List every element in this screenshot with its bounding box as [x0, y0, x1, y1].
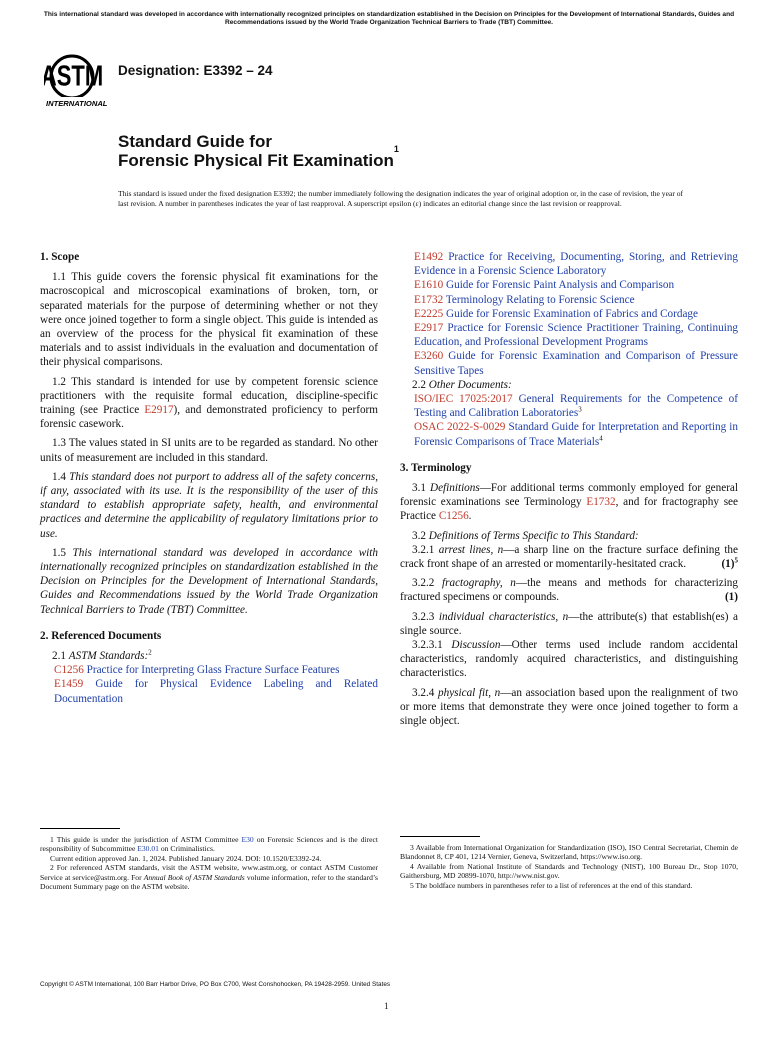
document-title	[118, 132, 399, 170]
footnote-3: 3 Available from International Organization for Standardization (ISO), ISO Central Secretariat, Chemin de Blandonnet 8, CP 401, 1214 Vernier, Geneva, Switzerland, https://www.iso.org.	[400, 843, 738, 862]
link-e30-01[interactable]: E30.01	[137, 844, 159, 854]
title-line-1: Standard Guide for	[118, 132, 272, 151]
svg-text:INTERNATIONAL: INTERNATIONAL	[46, 99, 108, 108]
section-heading-referenced-documents: 2. Referenced Documents	[40, 629, 162, 642]
right-column	[400, 250, 738, 728]
ref-item-osac-2022[interactable]: OSAC 2022-S-0029 Standard Guide for Interpretation and Reporting in Forensic Comparisons of Trace Materials$^4$	[414, 421, 739, 448]
paragraph-1-1: 1.1 This guide covers the forensic physical fit examinations for the macroscopical and microscopical examinations of broken, torn, or separated materials for the purpose of determining whether or not they were once joined together to form a single object. This guide is intended as an overview of the process for the physical fit examination of these materials and to assist individuals in the evaluation and documentation of their physical comparisons.	[40, 271, 378, 369]
ref-item-iso-iec-17025[interactable]: ISO/IEC 17025:2017 General Requirements for the Competence of Testing and Calibration Laboratories$^3$	[414, 393, 738, 420]
page-number: 1	[384, 1001, 389, 1011]
title-line-2: Forensic Physical Fit Examination$^1$	[118, 144, 399, 170]
designation: Designation: E3392 – 24	[118, 63, 273, 78]
footnotes-left	[40, 828, 378, 891]
title-footnote-marker: 1	[393, 144, 399, 154]
ref-item-e2917[interactable]: E2917 Practice for Forensic Science Practitioner Training, Continuing Education, and Professional Development Programs	[414, 322, 739, 349]
paragraph-2-1: 2.1 ASTM Standards:$^2$	[52, 648, 152, 663]
ref-item-e1732[interactable]: E1732 Terminology Relating to Forensic Science	[414, 293, 635, 306]
svg-text:ASTM: ASTM	[44, 60, 104, 93]
footnote-2: 2 For referenced ASTM standards, visit the ASTM website, www.astm.org, or contact ASTM Customer Service at service@astm.org. For Annual Book of ASTM Standards volume information, refer to the standard’s Document Summary page on the ASTM website.	[40, 863, 378, 892]
citation-ref: (1)	[724, 591, 738, 604]
paragraph-1-5: 1.5 This international standard was developed in accordance with internationally recognized principles on standardization established in the Decision on Principles for the Development of International Standards, Guides and Recommendations issued by the World Trade Organization Technical Barriers to Trade (TBT) Committee.	[40, 546, 378, 616]
ref-item-e3260[interactable]: E3260 Guide for Forensic Examination and Comparison of Pressure Sensitive Tapes	[414, 350, 738, 377]
standard-note: This standard is issued under the fixed designation E3392; the number immediately following the designation indicates the year of original adoption or, in the case of revision, the year of last revision. A number in parentheses indicates the year of last reapproval. A superscript epsilon (ε) indicates an editorial change since the last revision or reapproval.	[118, 189, 684, 208]
citation-ref: $(1)^5$	[721, 556, 738, 571]
paragraph-3-2-4: 3.2.4 physical fit, n—an association based upon the realignment of two or more items that demonstrate they were once joined together to form a single object.	[400, 686, 739, 728]
section-heading-scope: 1. Scope	[40, 251, 80, 263]
ref-list-left	[40, 663, 378, 706]
left-column	[40, 250, 378, 706]
paragraph-3-2-3-1: 3.2.3.1 Discussion—Other terms used include random accidental characteristics, randomly acquired characteristics, and distinguishing characteristics.	[400, 639, 738, 680]
paragraph-2-2: 2.2 Other Documents:	[412, 378, 512, 391]
section-heading-terminology: 3. Terminology	[400, 461, 472, 474]
footnotes-right	[400, 836, 738, 890]
paragraph-1-4: 1.4 This standard does not purport to address all of the safety concerns, if any, associated with its use. It is the responsibility of the user of this standard to establish appropriate safety, health, and environmental practices and determine the applicability of regulatory limitations prior to use.	[40, 470, 378, 540]
paragraph-3-1: 3.1 Definitions—For additional terms commonly employed for general forensic examinations see Terminology E1732, and for fractography see Practice C1256.	[400, 482, 739, 523]
ref-item-c1256[interactable]: C1256 Practice for Interpreting Glass Fracture Surface Features	[54, 664, 340, 677]
astm-logo	[44, 53, 110, 109]
footnote-1-edition: Current edition approved Jan. 1, 2024. Published January 2024. DOI: 10.1520/E3392-24.	[50, 853, 322, 863]
footnote-1: 1 This guide is under the jurisdiction of ASTM Committee E30 on Forensic Sciences and is the direct responsibility of Subcommittee E30.01 on Criminalistics.	[40, 835, 378, 854]
top-notice: This international standard was developed in accordance with internationally recognized principles on standardization established in the Decision on Principles for the Development of International Standards, Guides and Recommendations issued by the World Trade Organization Technical Barriers to Trade (TBT) Committee.	[43, 11, 735, 27]
ref-list-right	[400, 250, 738, 378]
ref-link-e1732[interactable]: E1732	[586, 496, 616, 509]
paragraph-1-3: 1.3 The values stated in SI units are to be regarded as standard. No other units of measurement are included in this standard.	[40, 437, 378, 464]
paragraph-1-2: 1.2 This standard is intended for use by competent forensic science practitioners with the requisite formal education, discipline-specific training (see Practice E2917), and demonstrated proficiency to perform forensic casework.	[40, 375, 378, 431]
ref-item-e1492[interactable]: E1492 Practice for Receiving, Documenting, Storing, and Retrieving Evidence in a Forensic Science Laboratory	[414, 251, 738, 278]
copyright-footer: Copyright © ASTM International, 100 Barr Harbor Drive, PO Box C700, West Conshohocken, PA 19428-2959. United States	[40, 981, 391, 988]
paragraph-3-2-3: 3.2.3 individual characteristics, n—the attribute(s) that establish(es) a single source.	[400, 610, 739, 637]
ref-item-e1459[interactable]: E1459 Guide for Physical Evidence Labeling and Related Documentation	[54, 678, 378, 705]
ref-link-c1256[interactable]: C1256	[438, 510, 469, 523]
ref-item-e1610[interactable]: E1610 Guide for Forensic Paint Analysis and Comparison	[414, 279, 675, 292]
paragraph-3-2-1: 3.2.1 arrest lines, n—a sharp line on the fracture surface defining the crack front shape of an arrested or momentarily-hesitated crack. $(1)^5$	[400, 543, 738, 571]
footnote-4: 4 Available from National Institute of Standards and Technology (NIST), 100 Bureau Dr., Stop 1070, Gaithersburg, MD 20899-1070, http://www.nist.gov.	[400, 861, 738, 881]
ref-link-e2917[interactable]: E2917	[144, 404, 174, 417]
link-e30[interactable]: E30	[241, 835, 254, 844]
paragraph-3-2-2: 3.2.2 fractography, n—the means and methods for characterizing fractured specimens or compounds. (1)	[400, 577, 738, 604]
ref-item-e2225[interactable]: E2225 Guide for Forensic Examination of Fabrics and Cordage	[414, 307, 698, 320]
paragraph-3-2: 3.2 Definitions of Terms Specific to This Standard:	[412, 529, 639, 542]
footnote-5: 5 The boldface numbers in parentheses refer to a list of references at the end of this standard.	[410, 880, 693, 890]
